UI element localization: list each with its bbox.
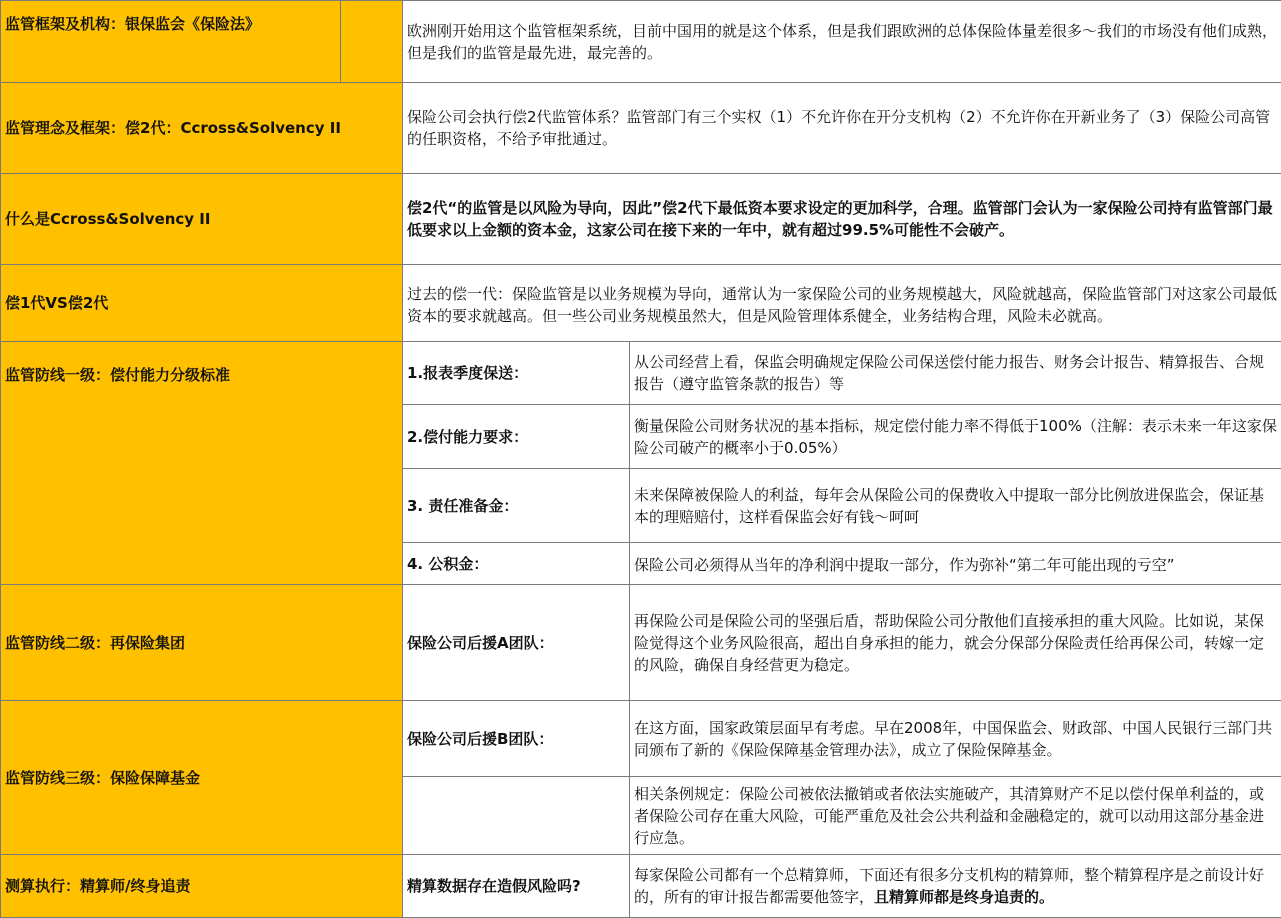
subtopic-cell: 保险公司后援B团队： bbox=[403, 701, 630, 777]
description-cell: 从公司经营上看，保监会明确规定保险公司保送偿付能力报告、财务会计报告、精算报告、合规报告（遵守监管条款的报告）等 bbox=[630, 342, 1281, 405]
table-row bbox=[1, 83, 1281, 174]
description-cell: 过去的偿一代：保险监管是以业务规模为导向，通常认为一家保险公司的业务规模越大，风险就越高，保险监管部门对这家公司最低资本的要求就越高。但一些公司业务规模虽然大，但是风险管理体系健全，业务结构合理，风险未必就高。 bbox=[403, 265, 1281, 342]
topic-cell: 监管框架及机构：银保监会《保险法》 bbox=[1, 1, 341, 83]
subtopic-cell: 4. 公积金： bbox=[403, 543, 630, 585]
table-row bbox=[1, 1, 1281, 83]
subtopic-cell: 保险公司后援A团队： bbox=[403, 585, 630, 701]
description-text: 每家保险公司都有一个总精算师，下面还有很多分支机构的精算师，整个精算程序是之前设计好的，所有的审计报告都需要他签字， bbox=[634, 866, 1264, 906]
description-cell: 保险公司会执行偿2代监管体系？监管部门有三个实权（1）不允许你在开分支机构（2）不允许你在开新业务了（3）保险公司高管的任职资格，不给予审批通过。 bbox=[403, 83, 1281, 174]
description-cell: 衡量保险公司财务状况的基本指标，规定偿付能力率不得低于100%（注解：表示未来一年这家保险公司破产的概率小于0.05%） bbox=[630, 405, 1281, 469]
description-emphasis: 且精算师都是终身追责的。 bbox=[874, 888, 1054, 906]
description-cell: 未来保障被保险人的利益，每年会从保险公司的保费收入中提取一部分比例放进保监会，保证基本的理赔赔付，这样看保监会好有钱～呵呵 bbox=[630, 469, 1281, 543]
topic-cell: 监管防线三级：保险保障基金 bbox=[1, 701, 403, 855]
topic-cell: 监管防线二级：再保险集团 bbox=[1, 585, 403, 701]
topic-cell: 测算执行：精算师/终身追责 bbox=[1, 855, 403, 918]
topic-cell: 监管防线一级：偿付能力分级标准 bbox=[1, 342, 403, 585]
subtopic-cell: 精算数据存在造假风险吗? bbox=[403, 855, 630, 918]
description-cell: 保险公司必须得从当年的净利润中提取一部分，作为弥补“第二年可能出现的亏空” bbox=[630, 543, 1281, 585]
table-row bbox=[1, 855, 1281, 918]
empty-cell bbox=[341, 1, 403, 83]
description-cell bbox=[630, 855, 1281, 918]
description-cell: 相关条例规定：保险公司被依法撤销或者依法实施破产，其清算财产不足以偿付保单利益的，或者保险公司存在重大风险，可能严重危及社会公共利益和金融稳定的，就可以动用这部分基金进行应急。 bbox=[630, 777, 1281, 855]
description-cell: 在这方面，国家政策层面早有考虑。早在2008年，中国保监会、财政部、中国人民银行三部门共同颁布了新的《保险保障基金管理办法》，成立了保险保障基金。 bbox=[630, 701, 1281, 777]
description-cell: 再保险公司是保险公司的坚强后盾，帮助保险公司分散他们直接承担的重大风险。比如说，某保险觉得这个业务风险很高，超出自身承担的能力，就会分保部分保险责任给再保公司，转嫁一定的风险，确保自身经营更为稳定。 bbox=[630, 585, 1281, 701]
table-row bbox=[1, 342, 1281, 405]
description-cell: 欧洲刚开始用这个监管框架系统，目前中国用的就是这个体系，但是我们跟欧洲的总体保险体量差很多～我们的市场没有他们成熟，但是我们的监管是最先进，最完善的。 bbox=[403, 1, 1281, 83]
description-cell: 偿2代“的监管是以风险为导向，因此”偿2代下最低资本要求设定的更加科学，合理。监管部门会认为一家保险公司持有监管部门最低要求以上金额的资本金，这家公司在接下来的一年中，就有超过99.5%可能性不会破产。 bbox=[403, 174, 1281, 265]
subtopic-cell: 3. 责任准备金： bbox=[403, 469, 630, 543]
topic-cell: 什么是Ccross&Solvency II bbox=[1, 174, 403, 265]
subtopic-cell: 1.报表季度保送： bbox=[403, 342, 630, 405]
table-row bbox=[1, 585, 1281, 701]
subtopic-cell: 2.偿付能力要求： bbox=[403, 405, 630, 469]
topic-cell: 监管理念及框架：偿2代：Ccross&Solvency II bbox=[1, 83, 403, 174]
subtopic-cell bbox=[403, 777, 630, 855]
table-row bbox=[1, 174, 1281, 265]
table-row bbox=[1, 701, 1281, 777]
topic-cell: 偿1代VS偿2代 bbox=[1, 265, 403, 342]
table-row bbox=[1, 265, 1281, 342]
